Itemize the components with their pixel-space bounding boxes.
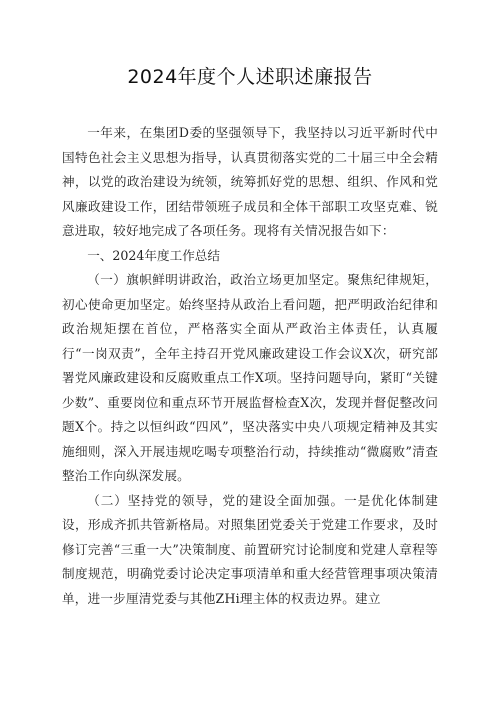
- paragraph-political: （一）旗帜鲜明讲政治，政治立场更加坚定。聚焦纪律规矩，初心使命更加坚定。始终坚持从政治上看问题，把严明政治纪律和政治规矩摆在首位，严格落实全面从严政治主体责任，认真履行“一岗双责”，全年主持召开党风廉政建设工作会议X次，研究部署党风廉政建设和反腐败重点工作X项。坚持问题导向，紧盯“关键少数”、重要岗位和重点环节开展监督检查X次，发现并督促整改问题X个。持之以恒纠政“四风”，坚决落实中央八项规定精神及其实施细则，深入开展违规吃喝专项整治行动，持续推动“微腐败”清查整治工作向纵深发展。: [62, 272, 438, 483]
- document-title: 2024年度个人述职述廉报告: [127, 66, 373, 88]
- section-heading: 一、2024年度工作总结: [87, 247, 220, 263]
- paragraph-party-building: （二）坚持党的领导，党的建设全面加强。一是优化体制建设，形成齐抓共管新格局。对照集团党委关于党建工作要求，及时修订完善“三重一大”决策制度、前置研究讨论制度和党建人章程等制度规范，明确党委讨论决定事项清单和重大经营管理事项决策清单，进一步厘清党委与其他ZHi理主体的权责边界。建立: [62, 492, 438, 606]
- intro-paragraph: 一年来，在集团D委的坚强领导下，我坚持以习近平新时代中国特色社会主义思想为指导，认真贯彻落实党的二十届三中全会精神，以党的政治建设为统领，统筹抓好党的思想、组织、作风和党风廉政建设工作，团结带领班子成员和全体干部职工攻坚克难、锐意进取，较好地完成了各项任务。现将有关情况报告如下：: [62, 125, 438, 238]
